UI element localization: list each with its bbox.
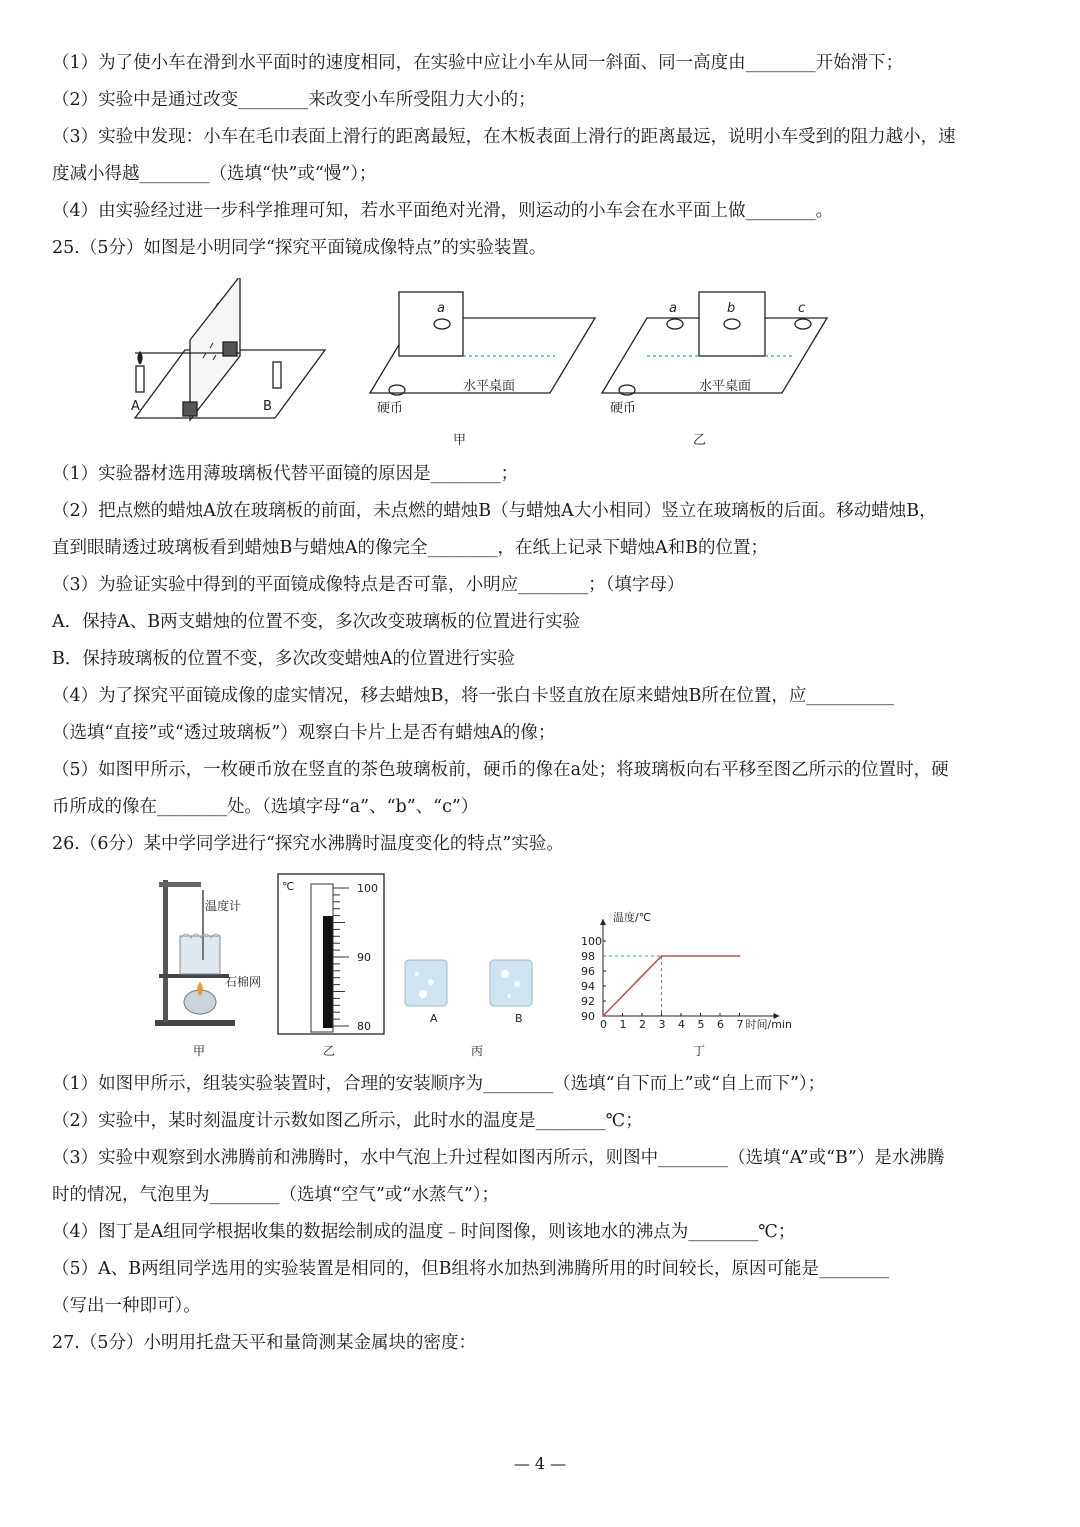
q25-option-A: A．保持A、B两支蜡烛的位置不变，多次改变玻璃板的位置进行实验	[52, 612, 581, 632]
q25-sub5-line2: 币所成的像在________处。（选填字母“a”、“b”、“c”）	[52, 797, 479, 817]
beaker-A-label: A	[430, 1012, 438, 1025]
q26-sub1: （1）如图甲所示，组装实验装置时，合理的安装顺序为________（选填“自下而上”或“自上而下”）；	[52, 1074, 826, 1094]
x-tick-label: 1	[619, 1018, 627, 1031]
page-number: — 4 —	[513, 1454, 567, 1473]
jia-coin-label: 硬币	[377, 401, 404, 416]
q25-figure	[95, 278, 835, 450]
scale-90: 90	[357, 951, 371, 964]
gauze-label: 石棉网	[225, 975, 262, 989]
q25-title: 25.（5分）如图是小明同学“探究平面镜成像特点”的实验装置。	[52, 238, 547, 258]
yi-coin-label: 硬币	[610, 401, 637, 416]
q25-sub4-line2: （选填“直接”或“透过玻璃板”）观察白卡片上是否有蜡烛A的像；	[52, 723, 556, 743]
q24-sub3-line2: 度减小得越________（选填“快”或“慢”）；	[52, 164, 377, 184]
y-tick-label: 96	[581, 965, 595, 978]
jia-caption: 甲	[453, 433, 467, 448]
q26-sub4: （4）图丁是A组同学根据收集的数据绘制成的温度﹣时间图像，则该地水的沸点为________℃；	[52, 1222, 796, 1242]
yi-a-label: a	[669, 301, 677, 316]
q24-sub3-line1: （3）实验中发现：小车在毛巾表面上滑行的距离最短，在木板表面上滑行的距离最远，说明小车受到的阻力越小，速	[52, 127, 956, 147]
y-tick-label: 100	[581, 935, 602, 948]
data-point	[739, 955, 741, 957]
q26-sub5-line1: （5）A、B两组同学选用的实验装置是相同的，但B组将水加热到沸腾所用的时间较长，原因可能是________	[52, 1259, 889, 1279]
temperature-time-chart	[581, 910, 792, 1031]
scale-unit: ℃	[282, 880, 295, 893]
x-tick-label: 3	[658, 1018, 666, 1031]
caption-jia: 甲	[193, 1044, 206, 1058]
y-axis-arrow	[600, 919, 606, 925]
yi-c-label: c	[798, 301, 806, 316]
x-tick-label: 4	[678, 1018, 685, 1031]
y-tick-label: 92	[581, 995, 595, 1008]
yi-b-label: b	[727, 301, 736, 316]
candle-B-label: B	[263, 399, 272, 414]
q25-sub5-line1: （5）如图甲所示，一枚硬币放在竖直的茶色玻璃板前，硬币的像在a处；将玻璃板向右平移至图乙所示的位置时，硬	[52, 760, 949, 780]
y-axis-label: 温度/℃	[613, 911, 652, 924]
caption-ding: 丁	[693, 1044, 706, 1058]
q25-sub2-line2: 直到眼睛透过玻璃板看到蜡烛B与蜡烛A的像完全________，在纸上记录下蜡烛A和B的位置；	[52, 538, 768, 558]
q24-sub2: （2）实验中是通过改变________来改变小车所受阻力大小的；	[52, 90, 536, 110]
q24-sub4: （4）由实验经过进一步科学推理可知，若水平面绝对光滑，则运动的小车会在水平面上做________。	[52, 201, 834, 221]
temperature-line	[603, 956, 740, 1016]
q26-sub2: （2）实验中，某时刻温度计示数如图乙所示，此时水的温度是________℃；	[52, 1111, 643, 1131]
mirror-apparatus	[135, 278, 325, 420]
q26-sub5-line2: （写出一种即可）。	[52, 1296, 201, 1316]
q25-sub4-line1: （4）为了探究平面镜成像的虚实情况，移去蜡烛B，将一张白卡竖直放在原来蜡烛B所在位置，应__________	[52, 686, 894, 706]
x-tick-label: 2	[639, 1018, 646, 1031]
q26-sub3-line1: （3）实验中观察到水沸腾前和沸腾时，水中气泡上升过程如图丙所示，则图中________（选填“A”或“B”）是水沸腾	[52, 1148, 945, 1168]
scale-80: 80	[357, 1020, 371, 1033]
q26-sub3-line2: 时的情况，气泡里为________（选填“空气”或“水蒸气”）；	[52, 1185, 500, 1205]
q25-sub2-line1: （2）把点燃的蜡烛A放在玻璃板的前面，未点燃的蜡烛B（与蜡烛A大小相同）竖立在玻璃板的后面。移动蜡烛B，	[52, 501, 937, 521]
y-tick-label: 90	[581, 1010, 595, 1023]
data-point	[661, 955, 663, 957]
yi-caption: 乙	[693, 433, 707, 448]
q25-sub3: （3）为验证实验中得到的平面镜成像特点是否可靠，小明应________；（填字母）	[52, 575, 685, 595]
q27-title: 27.（5分）小明用托盘天平和量筒测某金属块的密度：	[52, 1333, 476, 1353]
beaker-B-label: B	[515, 1012, 523, 1025]
yi-desk-label: 水平桌面	[699, 379, 752, 394]
q26-title: 26.（6分）某中学同学进行“探究水沸腾时温度变化的特点”实验。	[52, 834, 564, 854]
y-tick-label: 94	[581, 980, 595, 993]
candle-A-label: A	[131, 399, 140, 414]
x-tick-label: 0	[600, 1018, 607, 1031]
data-point	[602, 1015, 604, 1017]
x-axis-label: 时间/min	[745, 1018, 792, 1031]
caption-yi: 乙	[323, 1044, 336, 1058]
x-tick-label: 7	[736, 1018, 744, 1031]
caption-bing: 丙	[471, 1044, 484, 1058]
q25-sub1: （1）实验器材选用薄玻璃板代替平面镜的原因是________；	[52, 464, 519, 484]
y-tick-label: 98	[581, 950, 595, 963]
jia-desk-label: 水平桌面	[463, 379, 516, 394]
thermometer-label: 温度计	[205, 899, 242, 913]
beakers	[405, 960, 532, 1006]
x-tick-label: 6	[717, 1018, 724, 1031]
x-tick-label: 5	[697, 1018, 705, 1031]
q26-figure	[145, 870, 825, 1060]
scale-100: 100	[357, 882, 378, 895]
q25-option-B: B．保持玻璃板的位置不变，多次改变蜡烛A的位置进行实验	[52, 649, 515, 669]
q24-sub1: （1）为了使小车在滑到水平面时的速度相同，在实验中应让小车从同一斜面、同一高度由________开始滑下；	[52, 53, 904, 73]
jia-a-label: a	[437, 301, 445, 316]
